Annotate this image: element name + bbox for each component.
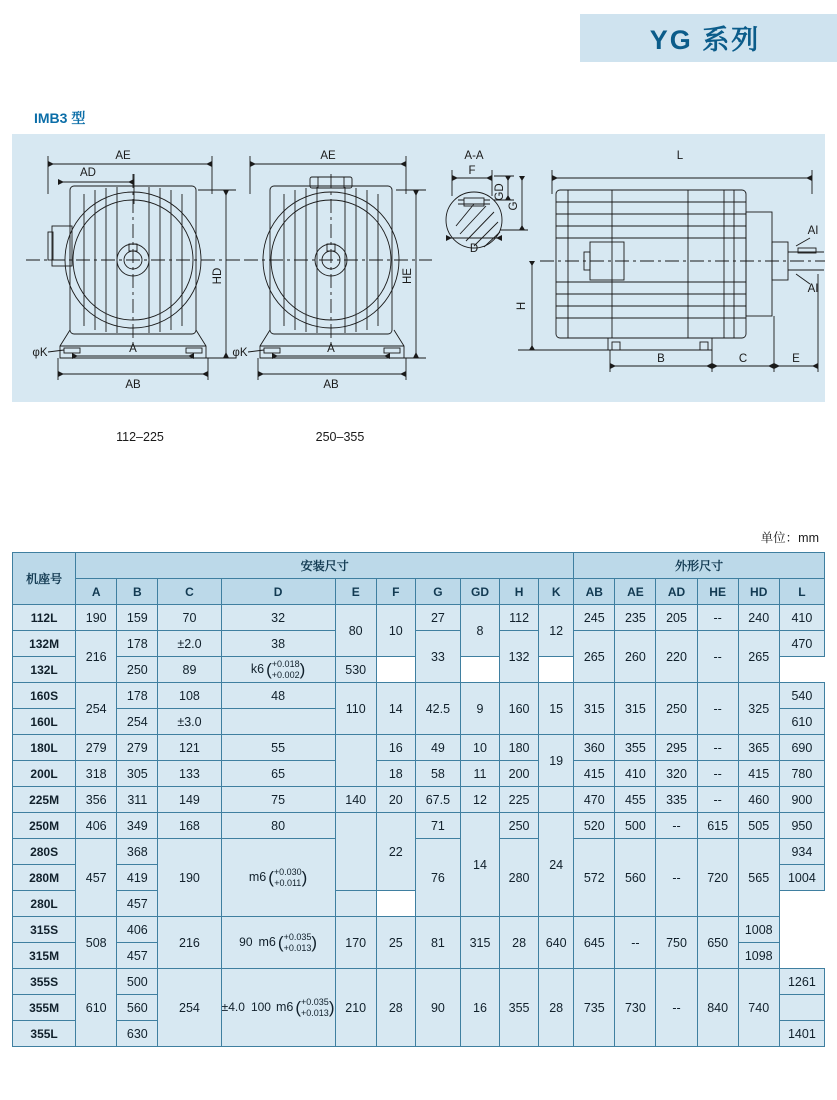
cell-e: 170 (335, 917, 376, 969)
cell-l: 1261 (779, 969, 824, 995)
drawing-caption-left: 112–225 (116, 430, 164, 444)
cell-gd: 16 (460, 969, 499, 1047)
cell-ad: 320 (656, 761, 697, 787)
cell-h: 200 (500, 761, 539, 787)
svg-text:F: F (468, 165, 476, 177)
cell-frame: 355S (13, 969, 76, 995)
svg-text:HE: HE (402, 268, 414, 284)
cell-l: 780 (779, 761, 824, 787)
col-b: B (117, 579, 158, 605)
cell-frame: 200L (13, 761, 76, 787)
cell-frame: 315S (13, 917, 76, 943)
col-frame: 机座号 (13, 553, 76, 605)
cell-b: 305 (117, 761, 158, 787)
cell-k: 24 (539, 813, 574, 917)
cell-ae: 730 (615, 969, 656, 1047)
svg-text:AE: AE (115, 150, 131, 162)
cell-hd: 415 (738, 761, 779, 787)
cell-a: 190 (76, 605, 117, 631)
cell-f: 25 (376, 917, 415, 969)
cell-b: 159 (117, 605, 158, 631)
cell-ab: 735 (574, 969, 615, 1047)
cell-l: 950 (779, 813, 824, 839)
cell-c: 190 (158, 839, 221, 917)
cell-hd: 240 (738, 605, 779, 631)
fit-upper: +0.018 (271, 659, 300, 670)
col-g: G (415, 579, 460, 605)
group-outline: 外形尺寸 (574, 553, 825, 579)
svg-text:AB: AB (323, 379, 339, 391)
cell-g: 27 (415, 605, 460, 631)
svg-text:AI: AI (807, 225, 819, 237)
cell-a: 457 (76, 839, 117, 917)
svg-text:C: C (738, 353, 748, 365)
cell-l: 690 (779, 735, 824, 761)
section-label: IMB3 型 (34, 110, 86, 126)
fit-upper: +0.030 (273, 867, 302, 878)
cell-d-tol: ±4.0 (221, 999, 245, 1014)
cell-a: 318 (76, 761, 117, 787)
svg-text:A: A (129, 343, 137, 355)
cell-ae: 410 (615, 761, 656, 787)
cell-h: 225 (500, 787, 539, 813)
fit-label-m6: m6 (248, 869, 267, 884)
col-f: F (376, 579, 415, 605)
cell-he: -- (697, 761, 738, 787)
cell-frame: 355L (13, 1021, 76, 1047)
col-ab: AB (574, 579, 615, 605)
cell-hd: 365 (738, 735, 779, 761)
cell-b: 279 (117, 735, 158, 761)
svg-text:HD: HD (212, 267, 224, 285)
fit-upper: +0.035 (301, 997, 329, 1008)
cell-frame: 132M (13, 631, 76, 657)
cell-gd: 9 (460, 683, 499, 735)
cell-he: -- (697, 605, 738, 631)
cell-d-value: 90 (239, 934, 253, 949)
cell-g: 67.5 (415, 787, 460, 813)
cell-l: 1008 (738, 917, 779, 943)
cell-he: -- (697, 683, 738, 735)
cell-h: 250 (500, 813, 539, 839)
cell-a: 508 (76, 917, 117, 969)
cell-a: 356 (76, 787, 117, 813)
cell-h: 160 (500, 683, 539, 735)
svg-text:A-A: A-A (464, 150, 484, 162)
cell-h: 112 (500, 605, 539, 631)
svg-text:H: H (516, 301, 528, 311)
table-row (13, 605, 825, 631)
cell-k (539, 787, 574, 813)
cell-c: 89 (158, 657, 221, 683)
cell-frame: 112L (13, 605, 76, 631)
cell-gd: 11 (460, 761, 499, 787)
drawing-caption-right: 250–355 (315, 430, 365, 444)
cell-a: 279 (76, 735, 117, 761)
cell-frame: 280M (13, 865, 76, 891)
cell-ad: -- (656, 839, 697, 917)
cell-l: 470 (779, 631, 824, 657)
cell-ae: 235 (615, 605, 656, 631)
cell-a: 406 (76, 813, 117, 839)
col-ae: AE (615, 579, 656, 605)
fit-lower: +0.013 (283, 942, 312, 953)
cell-he: 615 (697, 813, 738, 839)
cell-h: 315 (460, 917, 499, 969)
cell-e: 80 (335, 605, 376, 657)
cell-l: 900 (779, 787, 824, 813)
cell-b: 630 (117, 1021, 158, 1047)
cell-d: 55 (221, 735, 335, 761)
cell-d-fit: m6 (+0.030 +0.011) (221, 839, 335, 917)
cell-frame: 280L (13, 891, 76, 917)
cell-frame: 225M (13, 787, 76, 813)
cell-c: 216 (158, 917, 221, 969)
svg-text:B: B (657, 353, 665, 365)
cell-c: 254 (158, 969, 221, 1047)
cell-ad: 295 (656, 735, 697, 761)
col-e: E (335, 579, 376, 605)
cell-c: 70 (158, 605, 221, 631)
cell-gd: 12 (460, 787, 499, 813)
cell-e: 140 (335, 787, 376, 813)
cell-d: 38 (221, 631, 335, 657)
cell-a: 216 (76, 631, 117, 683)
cell-ab: 360 (574, 735, 615, 761)
table-row (13, 683, 825, 709)
cell-ab: 245 (574, 605, 615, 631)
cell-c: 149 (158, 787, 221, 813)
cell-e: 110 (335, 683, 376, 735)
cell-ab: 520 (574, 813, 615, 839)
table-row (13, 761, 825, 787)
cell-frame: 160S (13, 683, 76, 709)
cell-ae: 645 (574, 917, 615, 969)
cell-ab: 572 (574, 839, 615, 917)
cell-b: 349 (117, 813, 158, 839)
cell-ab: 315 (574, 683, 615, 735)
col-k: K (539, 579, 574, 605)
cell-c-tol: ±3.0 (158, 709, 221, 735)
cell-a: 254 (76, 683, 117, 735)
cell-ae: 560 (615, 839, 656, 917)
cell-g: 49 (415, 735, 460, 761)
cell-g: 42.5 (415, 683, 460, 735)
cell-e (335, 813, 376, 891)
table-row (13, 969, 825, 995)
technical-drawing-panel (12, 134, 825, 402)
cell-l (335, 891, 376, 917)
svg-text:D: D (469, 243, 479, 255)
table-row (13, 735, 825, 761)
cell-h: 180 (500, 735, 539, 761)
table-header-row-1 (13, 553, 825, 579)
cell-l: 1401 (779, 1021, 824, 1047)
cell-f: 10 (376, 605, 415, 657)
cell-frame: 355M (13, 995, 76, 1021)
cell-h: 132 (500, 631, 539, 683)
cell-b: 500 (117, 969, 158, 995)
cell-d: 80 (221, 813, 335, 839)
cell-c: 133 (158, 761, 221, 787)
cell-he: 840 (697, 969, 738, 1047)
cell-e: 210 (335, 969, 376, 1047)
fit-lower: +0.013 (301, 1007, 329, 1018)
fit-label-k6: k6 (250, 661, 265, 676)
cell-gd: 8 (460, 605, 499, 657)
cell-b: 311 (117, 787, 158, 813)
col-c: C (158, 579, 221, 605)
cell-hd: 565 (738, 839, 779, 917)
cell-d-fit: 90 m6 (+0.035 +0.013) (221, 917, 335, 969)
drawing-svg (12, 134, 825, 402)
cell-ab: 265 (574, 631, 615, 683)
cell-f: 14 (376, 683, 415, 735)
cell-f: 22 (376, 813, 415, 891)
svg-text:AI: AI (807, 283, 819, 295)
cell-l: 530 (335, 657, 376, 683)
cell-frame: 180L (13, 735, 76, 761)
cell-b: 178 (117, 683, 158, 709)
unit-note: 单位：mm (760, 531, 819, 545)
cell-ad: -- (615, 917, 656, 969)
cell-g: 76 (415, 839, 460, 917)
cell-l: 540 (779, 683, 824, 709)
svg-text:φK: φK (32, 347, 48, 359)
svg-text:E: E (792, 353, 800, 365)
table-row (13, 839, 825, 865)
cell-h: 280 (500, 839, 539, 917)
cell-g: 33 (415, 631, 460, 683)
svg-text:A: A (327, 343, 335, 355)
cell-ae: 355 (615, 735, 656, 761)
cell-f: 18 (376, 761, 415, 787)
cell-he: -- (697, 787, 738, 813)
cell-ae: 455 (615, 787, 656, 813)
col-l: L (779, 579, 824, 605)
cell-b: 254 (117, 709, 158, 735)
cell-k: 28 (500, 917, 539, 969)
cell-hd: 265 (738, 631, 779, 683)
cell-l: 410 (779, 605, 824, 631)
cell-c: 168 (158, 813, 221, 839)
group-install: 安装尺寸 (76, 553, 574, 579)
svg-text:AB: AB (125, 379, 141, 391)
svg-text:L: L (676, 150, 684, 162)
cell-a: 610 (76, 969, 117, 1047)
fit-label-m6: m6 (258, 934, 276, 949)
cell-hd: 325 (738, 683, 779, 735)
cell-hd: 650 (697, 917, 738, 969)
cell-f: 20 (376, 787, 415, 813)
cell-d-fit: ±4.0 100 m6 (+0.035 +0.013) (221, 969, 335, 1047)
fit-lower: +0.002 (271, 669, 300, 680)
cell-b: 406 (117, 917, 158, 943)
svg-text:AD: AD (80, 167, 96, 179)
cell-gd: 10 (460, 735, 499, 761)
cell-hd: 740 (738, 969, 779, 1047)
cell-k: 15 (539, 683, 574, 735)
cell-d: 48 (221, 683, 335, 709)
cell-b: 560 (117, 995, 158, 1021)
table-header-row-2 (13, 579, 825, 605)
cell-ad: 335 (656, 787, 697, 813)
svg-text:G: G (508, 201, 520, 211)
cell-f: 16 (376, 735, 415, 761)
cell-d: 65 (221, 761, 335, 787)
cell-frame: 250M (13, 813, 76, 839)
cell-b: 457 (117, 891, 158, 917)
cell-h: 355 (500, 969, 539, 1047)
cell-f: 28 (376, 969, 415, 1047)
fit-lower: +0.011 (274, 877, 302, 888)
cell-l: 934 (779, 839, 824, 865)
cell-hd: 460 (738, 787, 779, 813)
dimensions-table (12, 552, 825, 1047)
col-h: H (500, 579, 539, 605)
cell-k: 12 (539, 605, 574, 657)
cell-ab: 415 (574, 761, 615, 787)
cell-d-fit: k6 (+0.018 +0.002) (221, 657, 335, 683)
cell-b: 457 (117, 943, 158, 969)
cell-hd: 505 (738, 813, 779, 839)
table-row (13, 813, 825, 839)
cell-c: 108 (158, 683, 221, 709)
cell-g: 81 (415, 917, 460, 969)
cell-he: 750 (656, 917, 697, 969)
cell-g: 58 (415, 761, 460, 787)
cell-d-value: 100 (250, 999, 271, 1014)
cell-b: 250 (117, 657, 158, 683)
col-ad: AD (656, 579, 697, 605)
cell-ae: 315 (615, 683, 656, 735)
svg-text:GD: GD (494, 183, 506, 201)
cell-k: 19 (539, 735, 574, 787)
cell-b: 419 (117, 865, 158, 891)
cell-frame: 315M (13, 943, 76, 969)
cell-he: -- (697, 735, 738, 761)
cell-he: -- (697, 631, 738, 683)
cell-g: 71 (415, 813, 460, 839)
cell-e (335, 735, 376, 787)
cell-he: 720 (697, 839, 738, 917)
cell-g: 90 (415, 969, 460, 1047)
fit-label-m6: m6 (275, 999, 294, 1014)
col-a: A (76, 579, 117, 605)
cell-b: 178 (117, 631, 158, 657)
cell-d (221, 709, 335, 735)
col-d: D (221, 579, 335, 605)
cell-l (779, 995, 824, 1021)
cell-l: 1004 (779, 865, 824, 891)
fit-upper: +0.035 (283, 932, 312, 943)
cell-ae: 500 (615, 813, 656, 839)
cell-c: 121 (158, 735, 221, 761)
col-gd: GD (460, 579, 499, 605)
cell-d: 32 (221, 605, 335, 631)
cell-ab: 640 (539, 917, 574, 969)
cell-k: 28 (539, 969, 574, 1047)
col-he: HE (697, 579, 738, 605)
cell-l: 610 (779, 709, 824, 735)
cell-b: 368 (117, 839, 158, 865)
cell-frame: 280S (13, 839, 76, 865)
cell-ad: -- (656, 969, 697, 1047)
table-row (13, 917, 825, 943)
table-row (13, 631, 825, 657)
cell-ad: 220 (656, 631, 697, 683)
cell-c-tol: ±2.0 (158, 631, 221, 657)
page-title: YG 系列 (649, 25, 761, 55)
cell-frame: 160L (13, 709, 76, 735)
cell-ad: -- (656, 813, 697, 839)
table-row (13, 787, 825, 813)
cell-ae: 260 (615, 631, 656, 683)
svg-text:AE: AE (320, 150, 336, 162)
cell-l: 1098 (738, 943, 779, 969)
col-hd: HD (738, 579, 779, 605)
cell-ad: 205 (656, 605, 697, 631)
svg-text:φK: φK (232, 347, 248, 359)
cell-d: 75 (221, 787, 335, 813)
cell-ab: 470 (574, 787, 615, 813)
cell-gd: 14 (460, 813, 499, 917)
cell-frame: 132L (13, 657, 76, 683)
cell-ad: 250 (656, 683, 697, 735)
